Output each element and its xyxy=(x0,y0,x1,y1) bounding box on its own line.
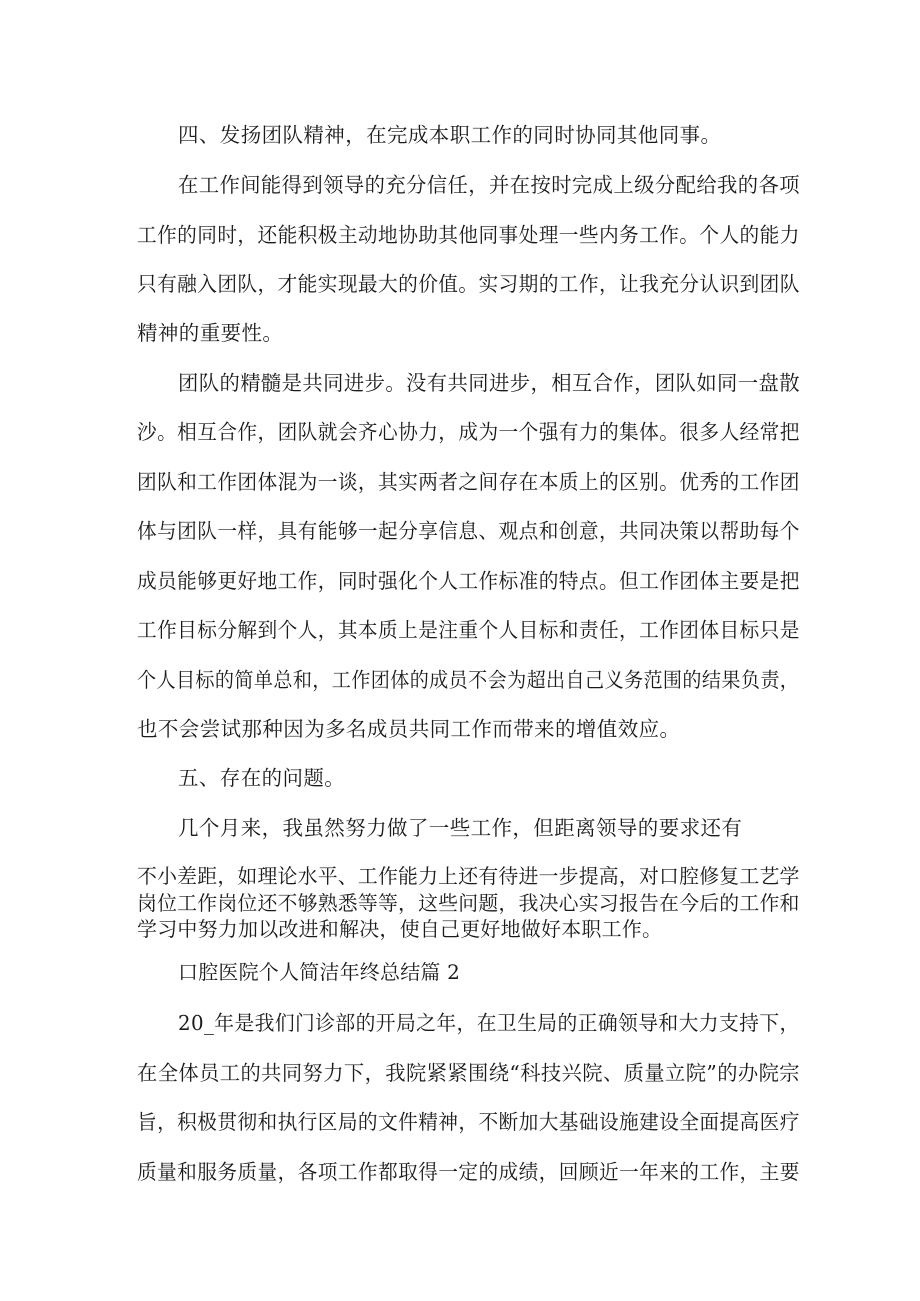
paragraph-line: 工作的同时，还能积极主动地协助其他同事处理一些内务工作。个人的能力 xyxy=(137,223,800,247)
paragraph-line: 质量和服务质量，各项工作都取得一定的成绩，回顾近一年来的工作，主要 xyxy=(137,1160,800,1184)
paragraph-line: 岗位工作岗位还不够熟悉等等，这些问题，我决心实习报告在今后的工作和 xyxy=(137,891,800,915)
paragraph-line: 20_年是我们门诊部的开局之年，在卫生局的正确领导和大力支持下， xyxy=(178,1011,800,1035)
paragraph-line: 几个月来，我虽然努力做了一些工作，但距离领导的要求还有 xyxy=(178,816,743,840)
section-4-heading: 四、发扬团队精神，在完成本职工作的同时协同其他同事。 xyxy=(178,123,722,147)
paragraph-line: 也不会尝试那种因为多名成员共同工作而带来的增值效应。 xyxy=(137,717,681,741)
paragraph-line: 只有融入团队，才能实现最大的价值。实习期的工作，让我充分认识到团队 xyxy=(137,272,800,296)
paragraph-line: 学习中努力加以改进和解决，使自己更好地做好本职工作。 xyxy=(137,917,663,941)
section-5-heading: 五、存在的问题。 xyxy=(178,766,346,790)
paragraph-line: 在工作间能得到领导的充分信任，并在按时完成上级分配给我的各项 xyxy=(178,173,800,197)
paragraph-line: 团队的精髓是共同进步。没有共同进步，相互合作，团队如同一盘散 xyxy=(178,371,800,395)
paragraph-line: 精神的重要性。 xyxy=(137,321,284,345)
paragraph-line: 体与团队一样，具有能够一起分享信息、观点和创意，共同决策以帮助每个 xyxy=(137,519,800,543)
paragraph-line: 沙。相互合作，团队就会齐心协力，成为一个强有力的集体。很多人经常把 xyxy=(137,420,800,444)
paragraph-line: 不小差距，如理论水平、工作能力上还有待进一步提高，对口腔修复工艺学 xyxy=(137,864,800,888)
article-2-title: 口腔医院个人简洁年终总结篇 2 xyxy=(178,960,461,984)
paragraph-line: 在全体员工的共同努力下，我院紧紧围绕“科技兴院、质量立院”的办院宗 xyxy=(137,1061,800,1085)
paragraph-line: 团队和工作团体混为一谈，其实两者之间存在本质上的区别。优秀的工作团 xyxy=(137,470,800,494)
paragraph-line: 个人目标的简单总和，工作团体的成员不会为超出自己义务范围的结果负责， xyxy=(137,668,800,692)
paragraph-line: 旨，积极贯彻和执行区局的文件精神，不断加大基础设施建设全面提高医疗 xyxy=(137,1110,800,1134)
paragraph-line: 成员能够更好地工作，同时强化个人工作标准的特点。但工作团体主要是把 xyxy=(137,569,800,593)
paragraph-line: 工作目标分解到个人，其本质上是注重个人目标和责任，工作团体目标只是 xyxy=(137,618,800,642)
